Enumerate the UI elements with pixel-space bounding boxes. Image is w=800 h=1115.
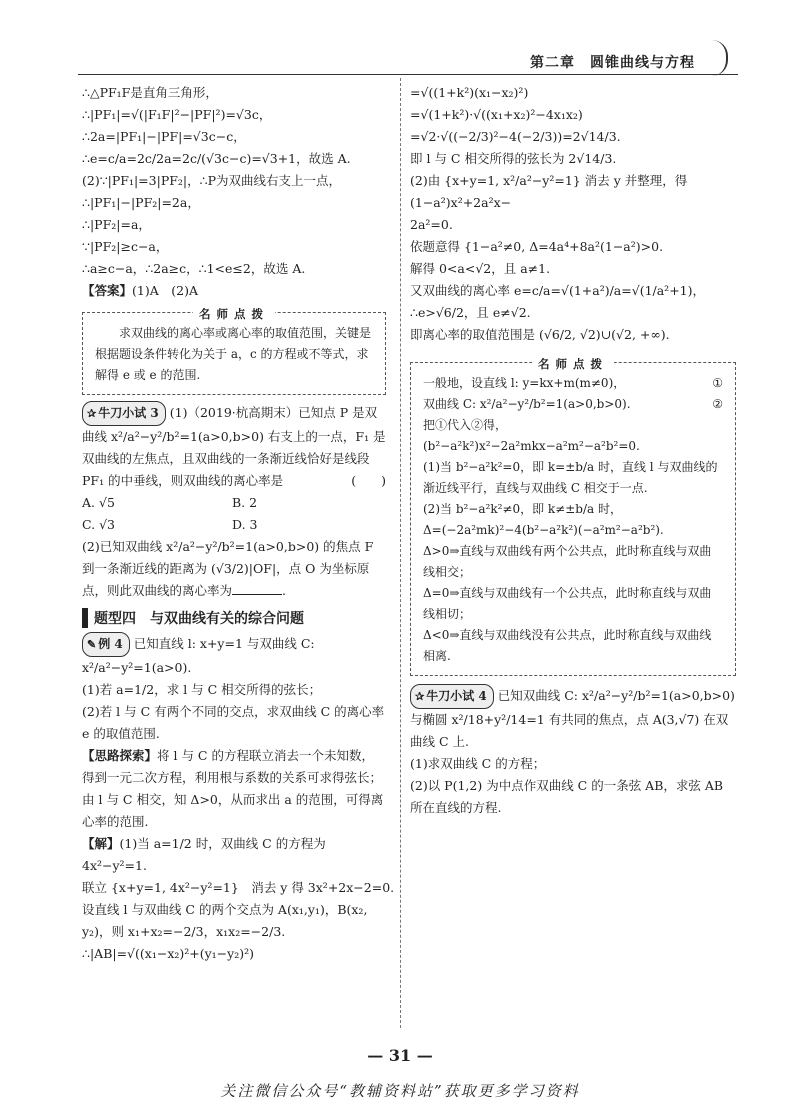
solution-line: 联立 {x+y=1, 4x²−y²=1} 消去 y 得 3x²+2x−2=0. <box>82 880 395 895</box>
solution-line: ∴|PF₁|=√(|F₁F|²−|PF|²)=√3c， <box>82 107 272 122</box>
solution-line: 即离心率的取值范围是 (√6/2, √2)∪(√2, +∞). <box>410 327 670 342</box>
answer-paren: ( ) <box>351 473 386 488</box>
footer-note: 关注微信公众号“教辅资料站”获取更多学习资料 <box>220 1082 580 1100</box>
tip-line: (1)当 b²−a²k²=0，即 k=±b/a 时，直线 l 与双曲线的渐近线平行，直线与双曲线 C 相交于一点. <box>423 460 718 495</box>
solution-line: 又双曲线的离心率 e=c/a=√(1+a²)/a=√(1/a²+1)， <box>410 283 706 298</box>
tip-line: (b²−a²k²)x²−2a²mkx−a²m²−a²b²=0. <box>423 439 640 453</box>
answer-line <box>82 280 386 302</box>
solution-line: (2)∵|PF₁|=3|PF₂|，∴P为双曲线右支上一点， <box>82 173 341 188</box>
option-c: C. √3 <box>82 517 115 532</box>
solution-line: ∴|PF₁|−|PF₂|=2a， <box>82 195 200 210</box>
example-badge: ✎ 例 4 <box>82 632 130 657</box>
solution-line: ∴2a=|PF₁|−|PF|=√3c−c， <box>82 129 246 144</box>
trial-3 <box>82 401 386 492</box>
trial-4 <box>410 684 736 753</box>
solution-line: =√(1+k²)·√((x₁+x₂)²−4x₁x₂) <box>410 107 583 122</box>
explore <box>82 745 386 833</box>
tip-line: 把①代入②得， <box>423 418 508 432</box>
solution-line: y₂)，则 x₁+x₂=−2/3，x₁x₂=−2/3. <box>82 924 286 939</box>
solution-label: 【解】 <box>82 836 120 851</box>
tip-line: 双曲线 C: x²/a²−y²/b²=1(a>0,b>0). ② <box>423 394 723 415</box>
trial-part2: (2)已知双曲线 x²/a²−y²/b²=1(a>0,b>0) 的焦点 F 到一条渐近线的距离为 (√3/2)|OF|，点 O 为坐标原点，则此双曲线的离心率为 . <box>82 539 374 598</box>
solution-line: 依题意得 {1−a²≠0, Δ=4a⁴+8a²(1−a²)>0. <box>410 239 664 254</box>
equation-number: ① <box>712 376 723 390</box>
tip-line: Δ>0⇒直线与双曲线有两个公共点，此时称直线与双曲线相交； <box>423 544 712 579</box>
teacher-tip-box <box>410 357 736 676</box>
page-number: — 31 — <box>367 1046 433 1065</box>
example-q2: (2)若 l 与 C 有两个不同的交点，求双曲线 C 的离心率 e 的取值范围. <box>82 704 385 741</box>
example-4 <box>82 632 386 679</box>
trial-badge: ✰ 牛刀小试 3 <box>82 401 166 426</box>
solution-line: ∴|PF₂|=a， <box>82 217 151 232</box>
example-q1: (1)若 a=1/2，求 l 与 C 相交所得的弦长； <box>82 682 322 697</box>
left-column <box>82 82 395 965</box>
trial-q2: (2)以 P(1,2) 为中点作双曲线 C 的一条弦 AB，求弦 AB 所在直线的方程. <box>410 778 724 815</box>
solution-start: 【解】(1)当 a=1/2 时，双曲线 C 的方程为 4x²−y²=1. <box>82 836 326 873</box>
trial-intro: 已知双曲线 C: x²/a²−y²/b²=1(a>0,b>0) 与椭圆 x²/18+y²/14=1 有共同的焦点，点 A(3,√7) 在双曲线 C 上. <box>410 688 735 749</box>
equation-number: ② <box>712 397 723 411</box>
trial-badge: ✰ 牛刀小试 4 <box>410 684 494 709</box>
tip-title: 名师点拨 <box>193 304 275 325</box>
option-d: D. 3 <box>232 517 258 532</box>
solution-line: 设直线 l 与双曲线 C 的两个交点为 A(x₁,y₁)，B(x₂, <box>82 902 368 917</box>
solution-line: 解得 0<a<√2，且 a≠1. <box>410 261 551 276</box>
solution-line: ∴e=c/a=2c/2a=2c/(√3c−c)=√3+1，故选 A. <box>82 151 351 166</box>
tip-title: 名师点拨 <box>532 354 614 375</box>
column-divider <box>400 78 401 1028</box>
tip-line: 一般地，设直线 l: y=kx+m(m≠0)， ① <box>423 373 723 394</box>
header-rule <box>78 74 738 75</box>
explore-label: 【思路探索】 <box>82 748 158 763</box>
right-column <box>410 82 736 819</box>
solution-line: =√2·√((−2/3)²−4(−2/3))=2√14/3. <box>410 129 621 144</box>
options-row <box>82 492 386 514</box>
chapter-header: 第二章 圆锥曲线与方程 <box>530 55 695 71</box>
trial-q1: (1)求双曲线 C 的方程； <box>410 756 546 771</box>
answer-text: (1)A (2)A <box>132 283 198 298</box>
trial-intro: (1)（2019·杭高期末）已知点 P 是双曲线 x²/a²−y²/b²=1(a>0,b>0) 右支上的一点，F₁ 是双曲线的左焦点，且双曲线的一条渐近线恰好是线段 PF₁ 的中垂线，则双曲线的离心率是 <box>82 405 386 488</box>
solution-line: (2)由 {x+y=1, x²/a²−y²=1} 消去 y 并整理，得 (1−a²)x²+2a²x− <box>410 173 688 210</box>
solution-line: 即 l 与 C 相交所得的弦长为 2√14/3. <box>410 151 617 166</box>
option-a: A. √5 <box>82 495 115 510</box>
solution-line: ∴e>√6/2，且 e≠√2. <box>410 305 531 320</box>
tip-line: Δ=0⇒直线与双曲线有一个公共点，此时称直线与双曲线相切； <box>423 586 712 621</box>
tip-line: Δ<0⇒直线与双曲线没有公共点，此时称直线与双曲线相离. <box>423 628 712 663</box>
star-icon: ✰ <box>87 407 97 420</box>
answer-blank <box>232 594 282 595</box>
example-intro: 已知直线 l: x+y=1 与双曲线 C: x²/a²−y²=1(a>0). <box>82 636 315 675</box>
solution-line: =√((1+k²)(x₁−x₂)²) <box>410 85 529 100</box>
star-icon: ✰ <box>415 690 425 703</box>
option-b: B. 2 <box>232 495 258 510</box>
solution-line: ∴|AB|=√((x₁−x₂)²+(y₁−y₂)²) <box>82 946 254 961</box>
tip-text: 求双曲线的离心率或离心率的取值范围，关键是根据题设条件转化为关于 a，c 的方程或不等式，求解得 e 或 e 的范围. <box>95 326 372 382</box>
explore-text: 将 l 与 C 的方程联立消去一个未知数，得到一元二次方程，利用根与系数的关系可求得弦长；由 l 与 C 相交，知 Δ>0，从而求出 a 的范围，可得离心率的范围. <box>82 748 384 829</box>
tip-line: (2)当 b²−a²k²≠0，即 k≠±b/a 时， <box>423 502 622 516</box>
teacher-tip-box <box>82 307 386 395</box>
solution-line: ∴a≥c−a，∴2a≥c，∴1<e≤2，故选 A. <box>82 261 306 276</box>
options-row <box>82 514 386 536</box>
pencil-icon: ✎ <box>87 638 97 651</box>
solution-line: 2a²=0. <box>410 217 453 232</box>
answer-label: 【答案】 <box>82 283 133 298</box>
solution-line: ∴△PF₁F是直角三角形， <box>82 85 218 100</box>
section-title: 题型四 与双曲线有关的综合问题 <box>82 608 386 628</box>
tip-line: Δ=(−2a²mk)²−4(b²−a²k²)(−a²m²−a²b²). <box>423 523 664 537</box>
solution-line: ∵|PF₂|≥c−a， <box>82 239 169 254</box>
